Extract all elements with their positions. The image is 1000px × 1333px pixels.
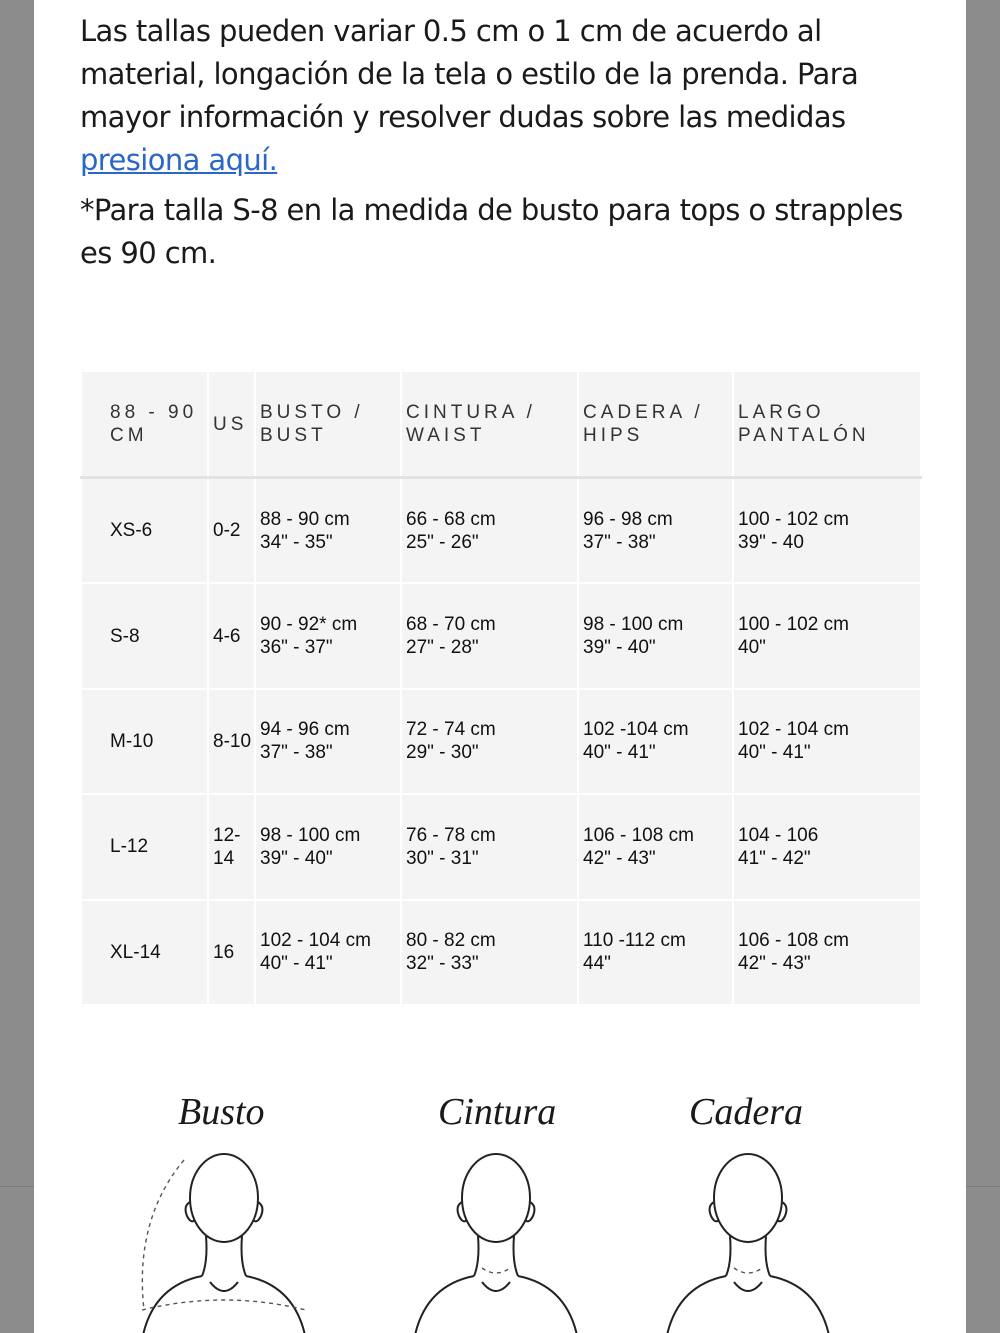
table-row — [81, 689, 921, 794]
waist-cm: 80 - 82 cm — [406, 930, 496, 952]
hips-cm: 98 - 100 cm — [583, 614, 684, 636]
left-edge-divider — [0, 1186, 34, 1187]
hips-cm: 96 - 98 cm — [583, 508, 673, 530]
us-size-cell: 16 — [208, 900, 255, 1005]
waist-cell — [401, 478, 578, 584]
bust-cm: 90 - 92* cm — [260, 614, 358, 636]
bust-figure-illustration — [124, 1150, 324, 1333]
hips-figure-illustration — [648, 1150, 848, 1333]
length-cell — [733, 689, 921, 794]
hips-in: 40" - 41" — [583, 742, 656, 764]
length-cm: 100 - 102 cm — [738, 614, 849, 636]
length-in: 42" - 43" — [738, 953, 811, 975]
length-in: 39" - 40 — [738, 531, 804, 553]
waist-in: 27" - 28" — [406, 637, 479, 659]
figure-label-waist: Cintura — [438, 1091, 557, 1133]
measurement-figures — [34, 1080, 966, 1333]
intro-text: Las tallas pueden variar 0.5 cm o 1 cm de acuerdo al material, longación de la tela o estilo de la prenda. Para mayor información y resolver dudas sobre las medidas — [80, 14, 859, 134]
figure-label-hips: Cadera — [689, 1091, 803, 1133]
waist-in: 29" - 30" — [406, 742, 479, 764]
size-table-header-row — [81, 371, 921, 478]
header-us: US — [208, 371, 255, 478]
intro-paragraph — [80, 10, 930, 182]
length-cm: 106 - 108 cm — [738, 930, 849, 952]
size-cell: S-8 — [81, 583, 208, 688]
bust-cell — [255, 583, 401, 688]
hips-cm: 102 -104 cm — [583, 719, 689, 741]
header-size: 88 - 90 CM — [81, 371, 208, 478]
hips-in: 44" — [583, 953, 611, 975]
waist-cm: 72 - 74 cm — [406, 719, 496, 741]
more-info-link[interactable]: presiona aquí. — [80, 143, 278, 177]
hips-cm: 106 - 108 cm — [583, 824, 694, 846]
hips-cell — [578, 900, 733, 1005]
bust-in: 40" - 41" — [260, 953, 333, 975]
table-row — [81, 583, 921, 688]
size-guide-sheet — [34, 0, 966, 1333]
size-guide-intro — [80, 10, 930, 275]
bust-in: 37" - 38" — [260, 742, 333, 764]
length-cell — [733, 794, 921, 899]
right-edge-divider — [966, 1186, 1000, 1187]
hips-cell — [578, 583, 733, 688]
length-in: 40" — [738, 637, 766, 659]
hips-in: 37" - 38" — [583, 531, 656, 553]
waist-cm: 76 - 78 cm — [406, 824, 496, 846]
waist-cm: 68 - 70 cm — [406, 614, 496, 636]
bust-cm: 102 - 104 cm — [260, 930, 371, 952]
bust-in: 39" - 40" — [260, 847, 333, 869]
hips-cell — [578, 689, 733, 794]
us-size-cell: 12-14 — [208, 794, 255, 899]
bust-cell — [255, 900, 401, 1005]
length-cm: 104 - 106 — [738, 824, 819, 846]
length-cell — [733, 478, 921, 584]
table-row — [81, 794, 921, 899]
us-size-cell: 8-10 — [208, 689, 255, 794]
hips-cell — [578, 478, 733, 584]
bust-cell — [255, 689, 401, 794]
header-bust: BUSTO / BUST — [255, 371, 401, 478]
size-cell: XS-6 — [81, 478, 208, 584]
hips-cm: 110 -112 cm — [583, 930, 686, 952]
waist-in: 25" - 26" — [406, 531, 479, 553]
header-length: LARGO PANTALÓN — [733, 371, 921, 478]
waist-cell — [401, 794, 578, 899]
length-cell — [733, 900, 921, 1005]
table-row — [81, 900, 921, 1005]
size-cell: L-12 — [81, 794, 208, 899]
waist-cell — [401, 689, 578, 794]
figure-label-bust: Busto — [178, 1091, 265, 1133]
us-size-cell: 4-6 — [208, 583, 255, 688]
us-size-cell: 0-2 — [208, 478, 255, 584]
size-table — [80, 370, 922, 1006]
length-cell — [733, 583, 921, 688]
waist-figure-illustration — [396, 1150, 596, 1333]
bust-cm: 94 - 96 cm — [260, 719, 350, 741]
bust-note: *Para talla S-8 en la medida de busto para tops o strapples es 90 cm. — [80, 193, 903, 270]
length-in: 41" - 42" — [738, 847, 811, 869]
waist-cell — [401, 900, 578, 1005]
waist-cell — [401, 583, 578, 688]
bust-in: 36" - 37" — [260, 637, 333, 659]
bust-cell — [255, 478, 401, 584]
length-cm: 102 - 104 cm — [738, 719, 849, 741]
header-waist: CINTURA / WAIST — [401, 371, 578, 478]
bust-cm: 88 - 90 cm — [260, 508, 350, 530]
hips-in: 42" - 43" — [583, 847, 656, 869]
bust-cell — [255, 794, 401, 899]
waist-in: 30" - 31" — [406, 847, 479, 869]
bust-cm: 98 - 100 cm — [260, 824, 361, 846]
header-hips: CADERA / HIPS — [578, 371, 733, 478]
size-cell: M-10 — [81, 689, 208, 794]
length-cm: 100 - 102 cm — [738, 508, 849, 530]
bust-in: 34" - 35" — [260, 531, 333, 553]
waist-in: 32" - 33" — [406, 953, 479, 975]
hips-in: 39" - 40" — [583, 637, 656, 659]
waist-cm: 66 - 68 cm — [406, 508, 496, 530]
hips-cell — [578, 794, 733, 899]
table-row — [81, 478, 921, 584]
length-in: 40" - 41" — [738, 742, 811, 764]
size-cell: XL-14 — [81, 900, 208, 1005]
